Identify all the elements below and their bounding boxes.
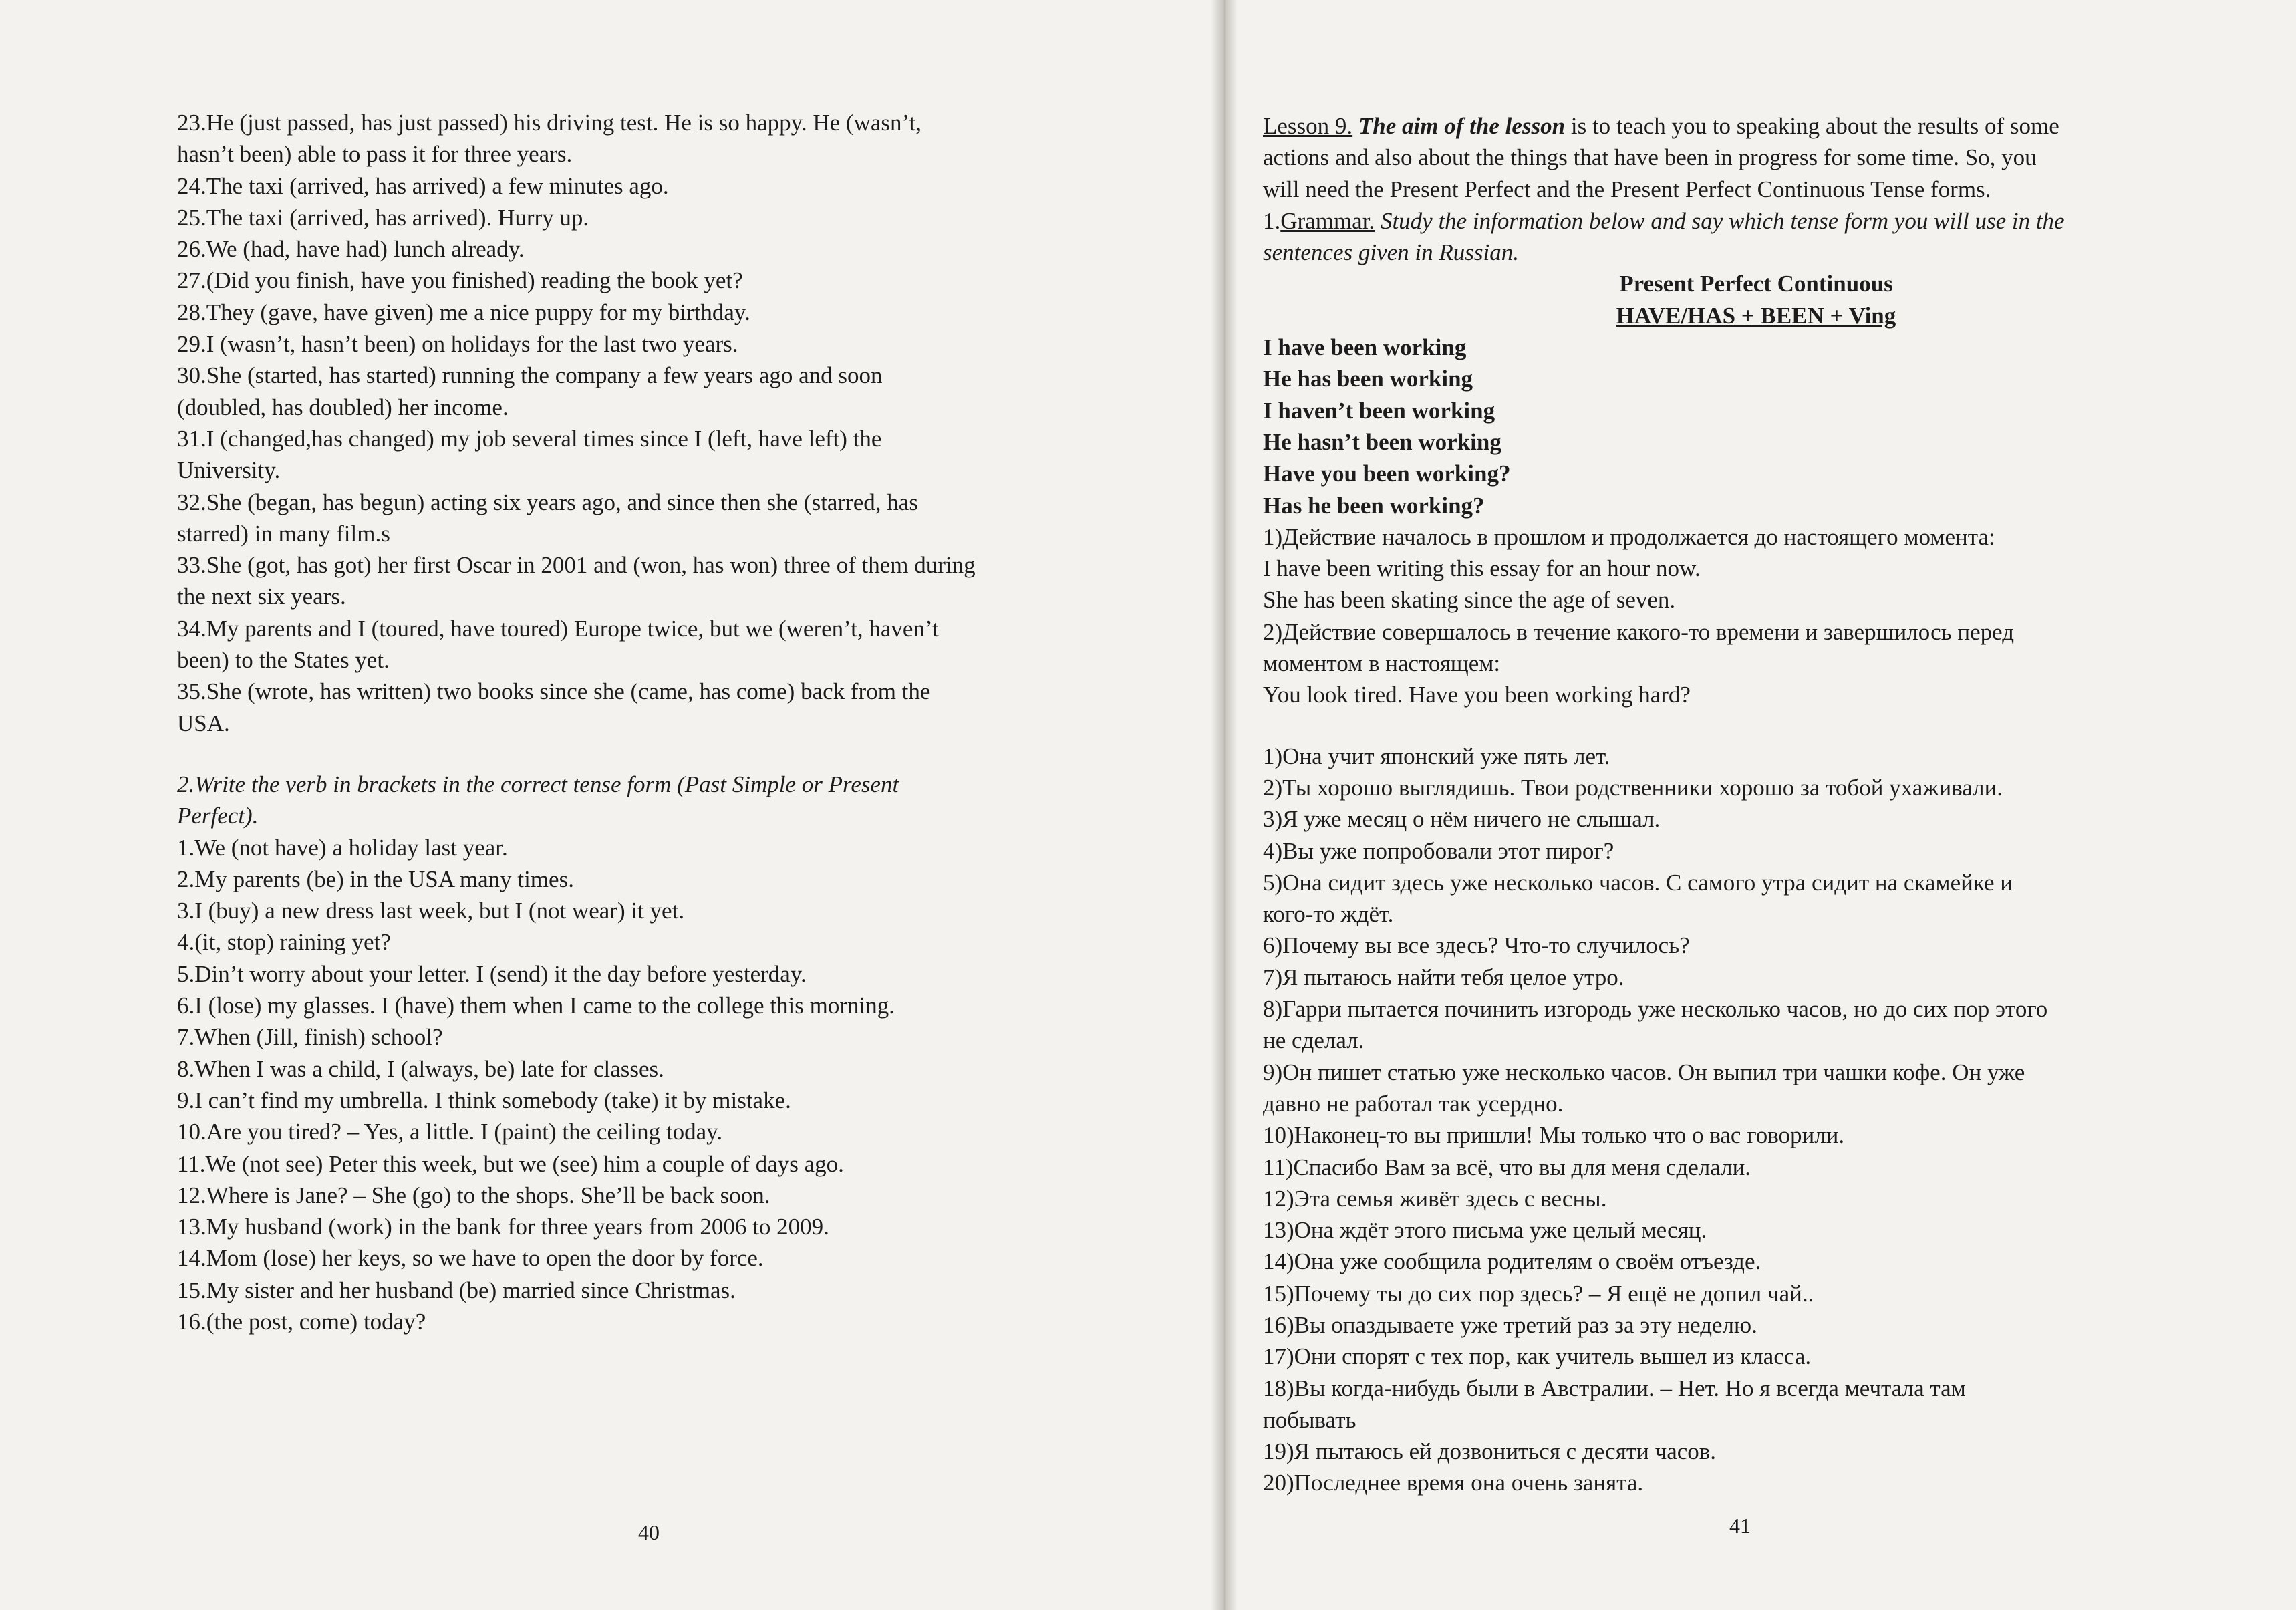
russian-sentence: 12)Эта семья живёт здесь с весны. [1263, 1185, 1607, 1212]
text-line: 10.Are you tired? – Yes, a little. I (paint) the ceiling today. [177, 1119, 723, 1146]
grammar-number: 1. [1263, 207, 1281, 234]
book-spine [1211, 0, 1238, 1610]
form-example: He has been working [1263, 366, 1473, 392]
right-page [1223, 0, 2296, 1610]
text-line: 35.She (wrote, has written) two books since she (came, has come) back from the [177, 678, 931, 705]
exercise-2-heading-cont: Perfect). [177, 803, 259, 829]
exercise-2-lines [177, 769, 1169, 1337]
text-line: 9.I can’t find my umbrella. I think somebody (take) it by mistake. [177, 1087, 791, 1113]
text-line: 31.I (changed,has changed) my job several times since I (left, have left) the [177, 425, 882, 452]
text-line: 23.He (just passed, has just passed) his driving test. He is so happy. He (wasn’t, [177, 110, 922, 136]
text-line: 33.She (got, has got) her first Oscar in 2001 and (won, has won) three of them during [177, 552, 976, 579]
text-line: 26.We (had, have had) lunch already. [177, 236, 525, 263]
grammar-instruction: Study the information below and say which tense form you will use in the [1375, 207, 2065, 234]
text-line: 32.She (began, has begun) acting six years ago, and since then she (starred, has [177, 489, 918, 515]
aim-label: The aim of the lesson [1358, 113, 1566, 139]
exercise-2-heading: 2.Write the verb in brackets in the correct tense form (Past Simple or Present [177, 771, 899, 797]
russian-sentence: побывать [1263, 1406, 1356, 1433]
form-example: Have you been working? [1263, 460, 1511, 487]
russian-sentence: 7)Я пытаюсь найти тебя целое утро. [1263, 964, 1624, 990]
russian-sentence: кого-то ждёт. [1263, 901, 1394, 928]
text-line: 34.My parents and I (toured, have toured) Europe twice, but we (weren’t, haven’t [177, 615, 939, 642]
section-heading: Present Perfect Continuous [1619, 271, 1893, 297]
text-line: 6.I (lose) my glasses. I (have) them when I came to the college this morning. [177, 992, 895, 1019]
text-line: 14.Mom (lose) her keys, so we have to open the door by force. [177, 1245, 764, 1272]
russian-sentence: 14)Она уже сообщила родителям о своём отъезде. [1263, 1248, 1761, 1275]
grammar-line [1263, 205, 2249, 237]
text-line: University. [177, 457, 281, 484]
russian-sentences [1263, 741, 2249, 1499]
russian-sentence: не сделал. [1263, 1027, 1365, 1054]
russian-sentence: 10)Наконец-то вы пришли! Мы только что о вас говорили. [1263, 1122, 1845, 1149]
text-line: 8.When I was a child, I (always, be) late for classes. [177, 1055, 664, 1082]
text-line: the next six years. [177, 583, 346, 610]
grammar-instruction-cont: sentences given in Russian. [1263, 239, 1519, 266]
lesson-label: Lesson 9. [1263, 113, 1353, 139]
tense-formula: HAVE/HAS + BEEN + Ving [1616, 302, 1896, 329]
rule-2: 2)Действие совершалось в течение какого-то времени и завершилось перед [1263, 618, 2014, 645]
example-sentence: She has been skating since the age of seven. [1263, 587, 1676, 614]
text-line: 15.My sister and her husband (be) married since Christmas. [177, 1277, 736, 1303]
russian-sentence: 5)Она сидит здесь уже несколько часов. С самого утра сидит на скамейке и [1263, 869, 2013, 896]
text-line: USA. [177, 710, 230, 736]
russian-sentence: 11)Спасибо Вам за всё, что вы для меня сделали. [1263, 1154, 1751, 1180]
text-line: 27.(Did you finish, have you finished) reading the book yet? [177, 267, 743, 294]
rule-1: 1)Действие началось в прошлом и продолжается до настоящего момента: [1263, 523, 1995, 550]
russian-sentence: 17)Они спорят с тех пор, как учитель вышел из класса. [1263, 1343, 1812, 1370]
russian-sentence: 6)Почему вы все здесь? Что-то случилось? [1263, 932, 1690, 959]
russian-sentence: 1)Она учит японский уже пять лет. [1263, 743, 1610, 769]
form-example: I haven’t been working [1263, 397, 1495, 424]
text-line: 3.I (buy) a new dress last week, but I (not wear) it yet. [177, 898, 685, 924]
text-line: 24.The taxi (arrived, has arrived) a few minutes ago. [177, 172, 669, 199]
text-line: 12.Where is Jane? – She (go) to the shops. She’ll be back soon. [177, 1182, 770, 1208]
rule-2-cont: моментом в настоящем: [1263, 650, 1501, 677]
text-line: (doubled, has doubled) her income. [177, 394, 509, 420]
russian-sentence: 13)Она ждёт этого письма уже целый месяц. [1263, 1217, 1707, 1244]
russian-sentence: 3)Я уже месяц о нём ничего не слышал. [1263, 806, 1661, 833]
russian-sentence: 2)Ты хорошо выглядишь. Твои родственники хорошо за тобой ухаживали. [1263, 774, 2003, 801]
text-line: 4.(it, stop) raining yet? [177, 929, 391, 956]
page-number-right: 41 [1729, 1514, 1751, 1538]
russian-sentence: 15)Почему ты до сих пор здесь? – Я ещё не допил чай.. [1263, 1280, 1814, 1307]
russian-sentence: 16)Вы опаздываете уже третий раз за эту неделю. [1263, 1311, 1757, 1338]
russian-sentence: давно не работал так усердно. [1263, 1090, 1564, 1117]
russian-sentence: 9)Он пишет статью уже несколько часов. Он выпил три чашки кофе. Он уже [1263, 1059, 2025, 1085]
page-number-left: 40 [638, 1520, 660, 1545]
russian-sentence: 4)Вы уже попробовали этот пирог? [1263, 837, 1614, 864]
text-line: starred) in many film.s [177, 520, 390, 547]
lesson-intro-line [1263, 110, 2249, 142]
text-line: 16.(the post, come) today? [177, 1308, 426, 1335]
text-line: 7.When (Jill, finish) school? [177, 1024, 443, 1051]
exercise-1-lines [177, 107, 1169, 739]
russian-sentence: 20)Последнее время она очень занята. [1263, 1470, 1644, 1496]
text-line: 29.I (wasn’t, hasn’t been) on holidays for the last two years. [177, 331, 738, 358]
example-sentence: I have been writing this essay for an hour now. [1263, 555, 1701, 582]
russian-sentence: 8)Гарри пытается починить изгородь уже несколько часов, но до сих пор этого [1263, 996, 2048, 1023]
text-line: 30.She (started, has started) running the company a few years ago and soon [177, 362, 883, 389]
intro-rest: is to teach you to speaking about the results of some [1565, 113, 2059, 139]
text-line: 1.We (not have) a holiday last year. [177, 834, 508, 861]
form-example: I have been working [1263, 334, 1467, 361]
text-line: 2.My parents (be) in the USA many times. [177, 865, 574, 892]
text-line: 13.My husband (work) in the bank for three years from 2006 to 2009. [177, 1214, 829, 1240]
text-line: actions and also about the things that have been in progress for some time. So, you [1263, 144, 2037, 171]
form-example: Has he been working? [1263, 492, 1485, 519]
russian-sentence: 18)Вы когда-нибудь были в Австралии. – Нет. Но я всегда мечтала там [1263, 1375, 1966, 1401]
text-line: 5.Din’t worry about your letter. I (send) it the day before yesterday. [177, 960, 807, 987]
text-line: 28.They (gave, have given) me a nice puppy for my birthday. [177, 299, 750, 325]
text-line: hasn’t been) able to pass it for three years. [177, 141, 573, 168]
grammar-label: Grammar. [1280, 207, 1375, 234]
example-sentence: You look tired. Have you been working hard? [1263, 682, 1691, 708]
form-example: He hasn’t been working [1263, 428, 1501, 455]
text-line: 11.We (not see) Peter this week, but we (see) him a couple of days ago. [177, 1150, 844, 1177]
text-line: been) to the States yet. [177, 647, 390, 674]
russian-sentence: 19)Я пытаюсь ей дозвониться с десяти часов. [1263, 1438, 1717, 1465]
text-line: 25.The taxi (arrived, has arrived). Hurry up. [177, 204, 589, 231]
text-line: will need the Present Perfect and the Present Perfect Continuous Tense forms. [1263, 176, 1991, 203]
